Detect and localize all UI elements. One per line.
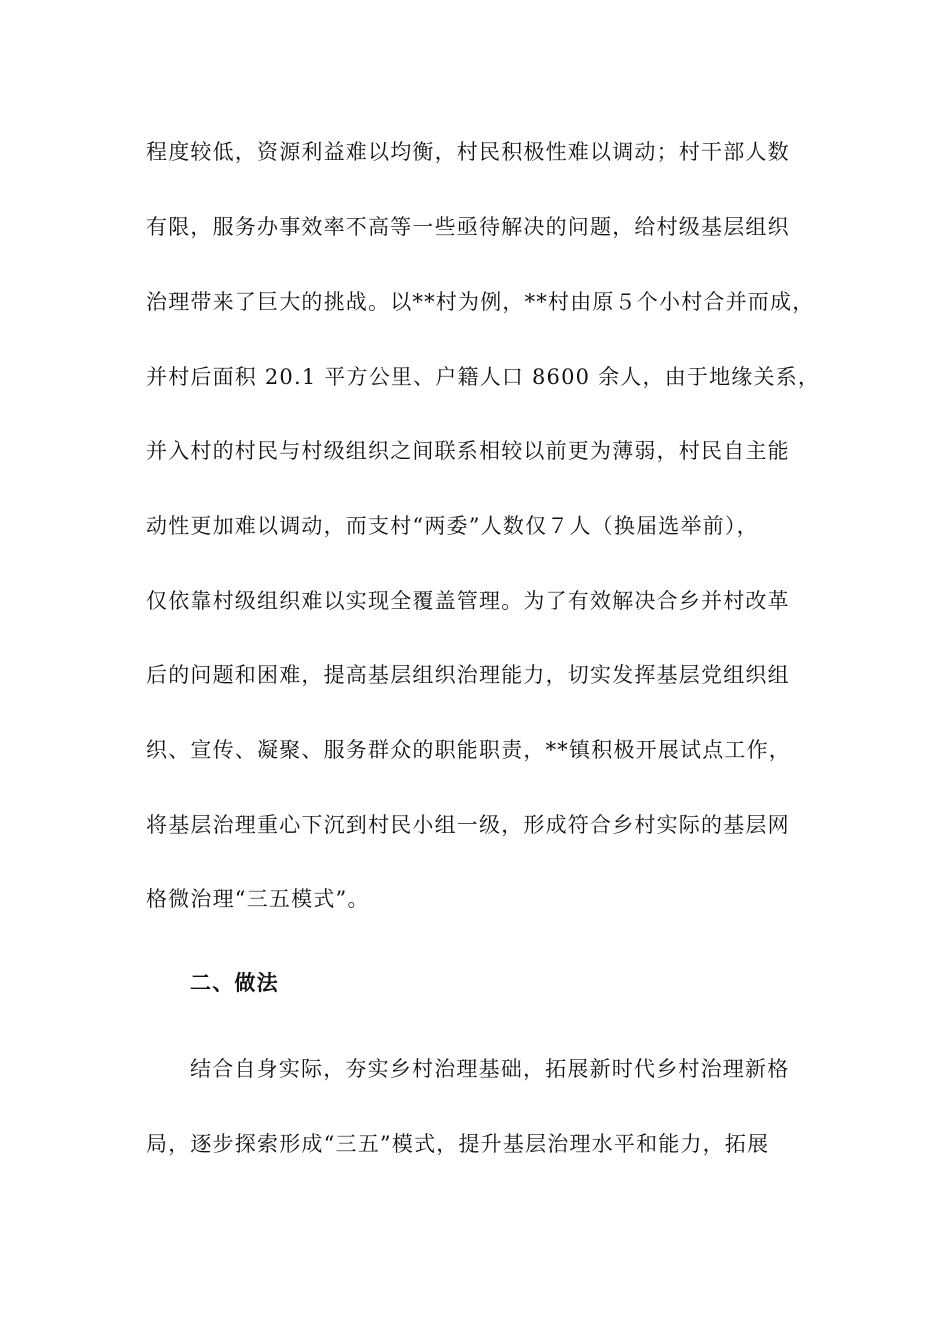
paragraph-1-line-9: 织、宣传、凝聚、服务群众的职能职责，**镇积极开展试点工作，: [146, 738, 791, 762]
paragraph-1-line-10: 将基层治理重心下沉到村民小组一级，形成符合乡村实际的基层网: [146, 813, 790, 837]
paragraph-2-line-1: 结合自身实际，夯实乡村治理基础，拓展新时代乡村治理新格: [190, 1057, 790, 1081]
paragraph-1-line-8: 后的问题和困难，提高基层组织治理能力，切实发挥基层党组织组: [146, 663, 790, 687]
paragraph-1-line-3: 治理带来了巨大的挑战。以**村为例，**村由原５个小村合并而成，: [146, 290, 815, 314]
paragraph-1-line-6: 动性更加难以调动，而支村“两委”人数仅７人（换届选举前），: [146, 514, 759, 538]
paragraph-1-line-11: 格微治理“三五模式”。: [146, 887, 370, 911]
paragraph-1-line-5: 并入村的村民与村级组织之间联系相较以前更为薄弱，村民自主能: [146, 439, 790, 463]
paragraph-1-line-4: 并村后面积 20.1 平方公里、户籍人口 8600 余人，由于地缘关系，: [146, 365, 821, 389]
paragraph-1-line-2: 有限，服务办事效率不高等一些亟待解决的问题，给村级基层组织: [146, 215, 790, 239]
paragraph-2-line-2: 局，逐步探索形成“三五”模式，提升基层治理水平和能力，拓展: [146, 1132, 770, 1156]
paragraph-1-line-1: 程度较低，资源利益难以均衡，村民积极性难以调动；村干部人数: [146, 140, 790, 164]
paragraph-1-line-7: 仅依靠村级组织难以实现全覆盖管理。为了有效解决合乡并村改革: [146, 589, 790, 613]
section-heading: 二、做法: [190, 970, 279, 995]
